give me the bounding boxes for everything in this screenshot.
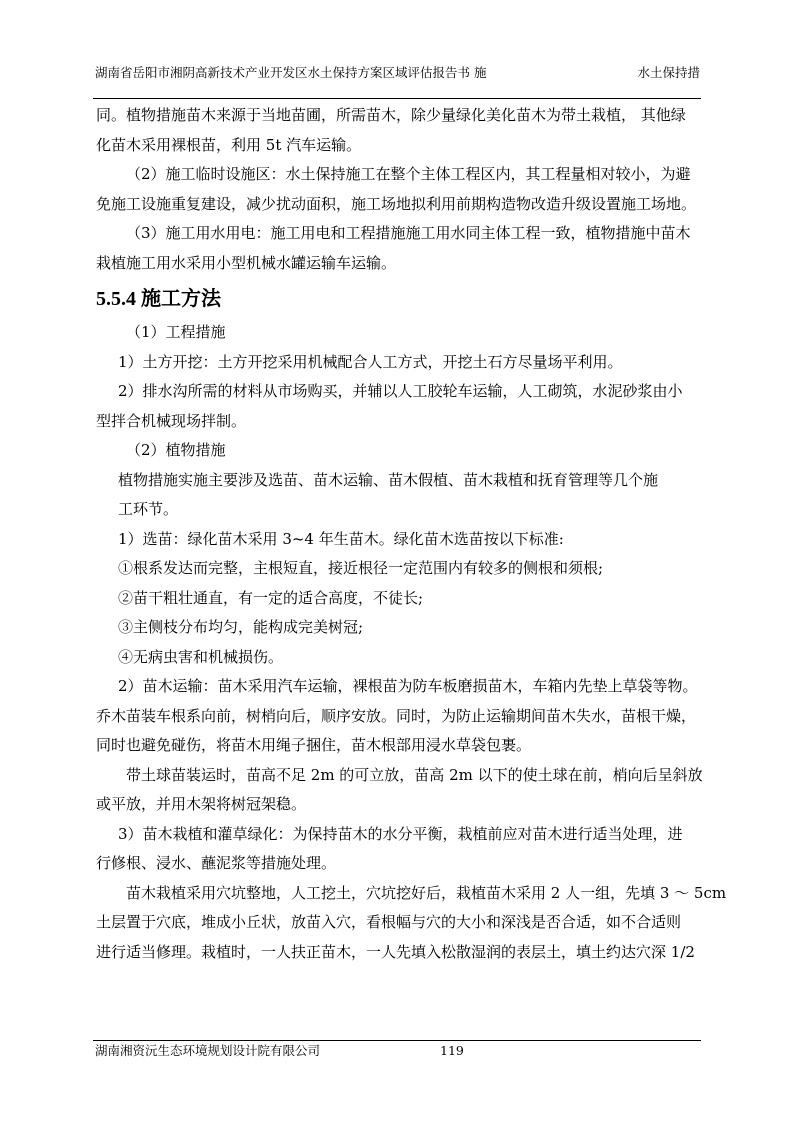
paragraph-line: （2）植物措施 bbox=[126, 441, 226, 459]
section-heading: 5.5.4 施工方法 bbox=[96, 288, 221, 310]
paragraph-line: 型拌合机械现场拌制。 bbox=[96, 411, 247, 430]
paragraph-line: ③主侧枝分布均匀，能构成完美树冠; bbox=[118, 618, 364, 636]
paragraph-line: 栽植施工用水采用小型机械水罐运输车运输。 bbox=[96, 253, 397, 272]
paragraph-line: ①根系发达而完整，主根短直，接近根径一定范围内有较多的侧根和须根; bbox=[118, 559, 604, 577]
paragraph-line: ②苗干粗壮通直，有一定的适合高度，不徒长; bbox=[118, 588, 424, 607]
header-title: 湖南省岳阳市湘阴高新技术产业开发区水土保持方案区域评估报告书 施 bbox=[95, 65, 487, 80]
paragraph-line: 土层置于穴底，堆成小丘状，放苗入穴，看根幅与穴的大小和深浅是否合适，如不合适则 bbox=[96, 913, 682, 931]
paragraph-line: （3）施工用水用电：施工用电和工程措施施工用水同主体工程一致，植物措施中苗木 bbox=[126, 224, 691, 242]
paragraph-line: 免施工设施重复建设，减少扰动面积，施工场地拟利用前期构造物改造升级设置施工场地。 bbox=[96, 194, 697, 213]
paragraph-line: 2）苗木运输：苗木采用汽车运输，裸根苗为防车板磨损苗木，车箱内先垫上草袋等物。 bbox=[118, 677, 698, 695]
paragraph-line: （2）施工临时设施区：水土保持施工在整个主体工程区内，其工程量相对较小，为避 bbox=[126, 165, 691, 183]
footer-organization: 湖南湘资沅生态环境规划设计院有限公司 bbox=[95, 1043, 321, 1058]
paragraph-line: 乔木苗装车根系向前，树梢向后，顺序安放。同时，为防止运输期间苗木失水，苗根干燥， bbox=[96, 706, 697, 725]
header-section: 水土保持措 bbox=[637, 65, 700, 80]
page-body bbox=[96, 101, 727, 967]
paragraph-line: 同时也避免碰伤，将苗木用绳子捆住，苗木根部用浸水草袋包裹。 bbox=[96, 736, 532, 754]
paragraph-line: 带土球苗装运时，苗高不足 2m 的可立放，苗高 2m 以下的使土球在前，梢向后呈斜放 bbox=[126, 765, 703, 784]
page-number: 119 bbox=[440, 1043, 464, 1058]
header-divider bbox=[93, 98, 701, 99]
paragraph-line: 进行适当修理。栽植时，一人扶正苗木，一人先填入松散湿润的表层土，填土约达穴深 1/2 bbox=[96, 942, 695, 961]
paragraph-line: （1）工程措施 bbox=[126, 323, 226, 341]
paragraph-line: 2）排水沟所需的材料从市场购买，并辅以人工胶轮车运输，人工砌筑，水泥砂浆由小 bbox=[118, 382, 683, 400]
paragraph-line: 或平放，并用木架将树冠架稳。 bbox=[96, 795, 307, 813]
paragraph-line: 3）苗木栽植和灌草绿化：为保持苗木的水分平衡，栽植前应对苗木进行适当处理，进 bbox=[118, 824, 683, 843]
paragraph-line: 同。植物措施苗木来源于当地苗圃，所需苗木，除少量绿化美化苗木为带土栽植， 其他绿 bbox=[96, 106, 686, 124]
paragraph-line: 化苗木采用裸根苗，利用 5t 汽车运输。 bbox=[96, 135, 362, 154]
paragraph-line: 1）土方开挖：土方开挖采用机械配合人工方式，开挖土石方尽量场平利用。 bbox=[118, 352, 623, 371]
paragraph-line: 1）选苗：绿化苗木采用 3~4 年生苗木。绿化苗木选苗按以下标准: bbox=[118, 529, 564, 548]
footer-divider bbox=[93, 1040, 701, 1041]
paragraph-line: 苗木栽植采用穴坑整地，人工挖土，穴坑挖好后，栽植苗木采用 2 人一组，先填 3 ～ 5cm bbox=[126, 883, 727, 902]
paragraph-line: ④无病虫害和机械损伤。 bbox=[118, 647, 284, 666]
paragraph-line: 行修根、浸水、蘸泥浆等措施处理。 bbox=[96, 854, 337, 872]
paragraph-line: 植物措施实施主要涉及选苗、苗木运输、苗木假植、苗木栽植和抚育管理等几个施 bbox=[118, 470, 659, 489]
paragraph-line: 工环节。 bbox=[118, 500, 179, 518]
